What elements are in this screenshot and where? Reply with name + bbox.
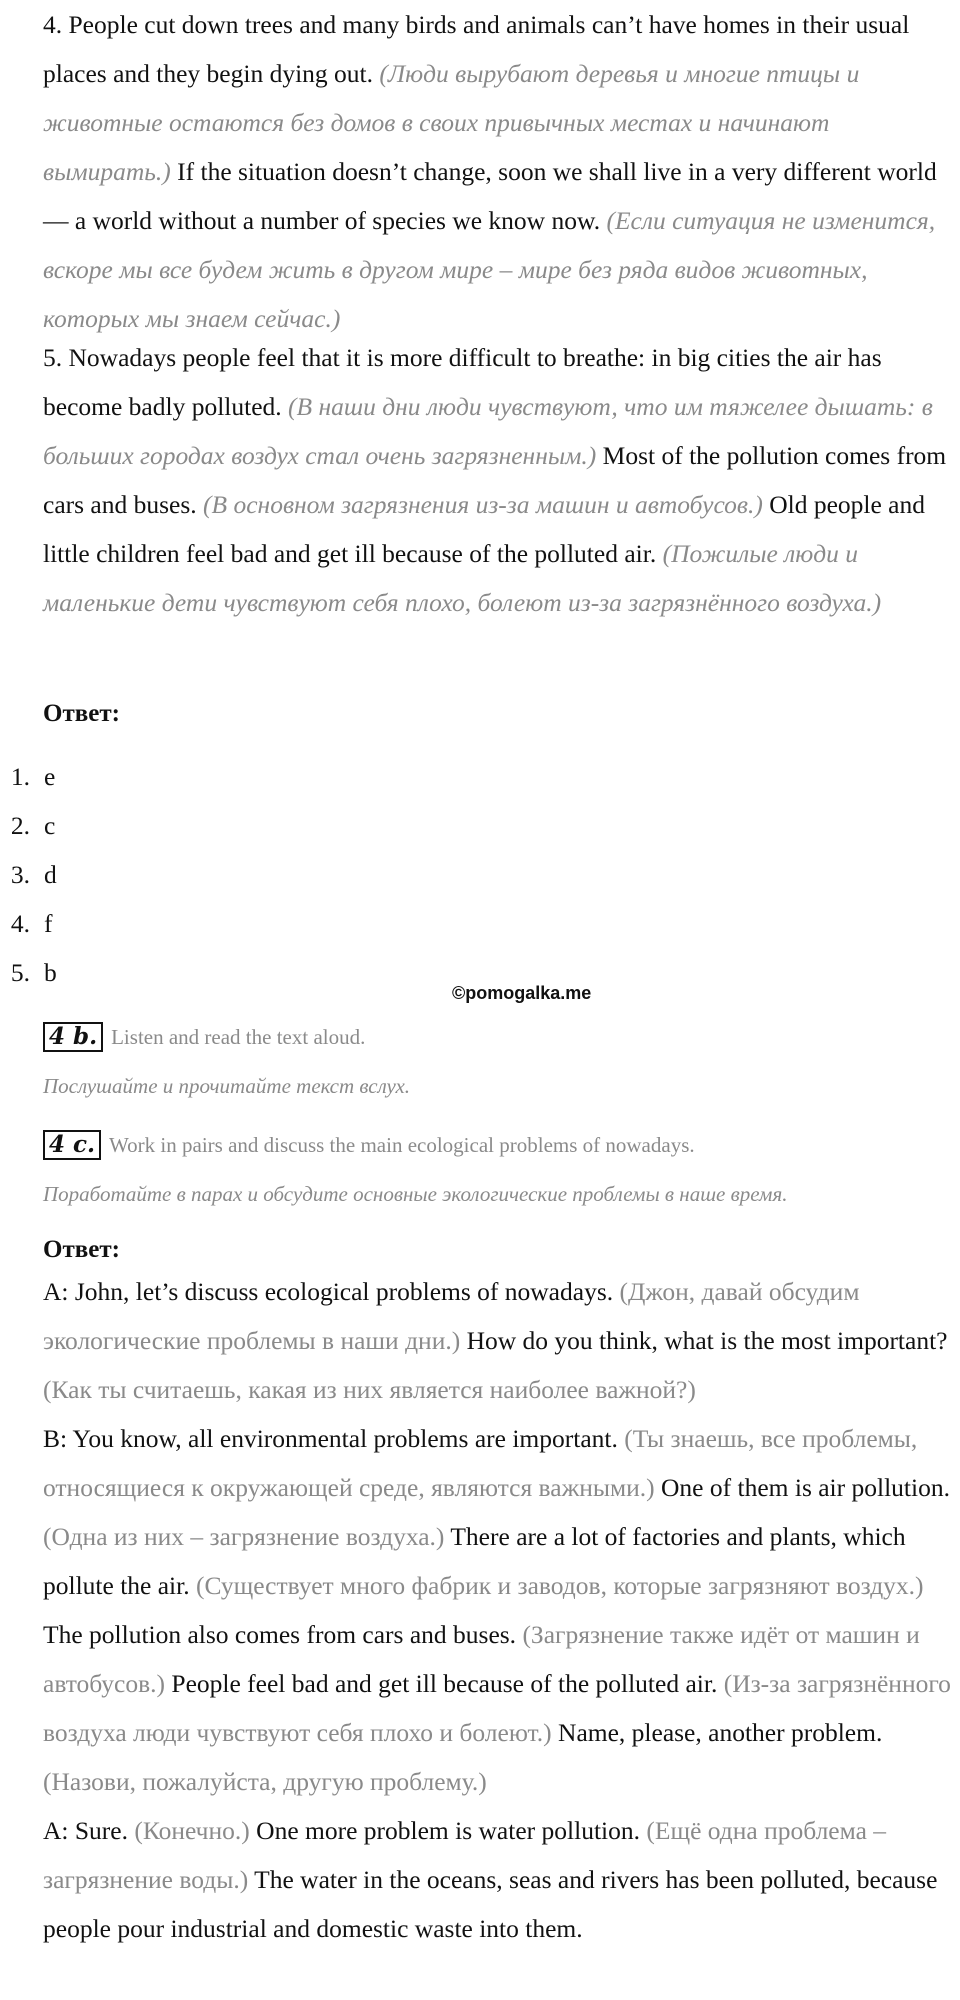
p5-english-1: 5. Nowadays people feel that it is more difficult to breathe: in big cities the air has become badly polluted. bbox=[43, 343, 882, 421]
answer-item bbox=[0, 801, 57, 850]
paragraph-5 bbox=[43, 333, 958, 627]
answer-item bbox=[0, 948, 57, 997]
answer-item bbox=[0, 850, 57, 899]
answer-value: f bbox=[44, 909, 53, 938]
answer-number: 5. bbox=[10, 958, 30, 987]
dialog-a2-english-2: One more problem is water pollution. bbox=[256, 1816, 640, 1845]
dialog-a2-english-1: A: Sure. bbox=[43, 1816, 128, 1845]
p4-english-1: 4. People cut down trees and many birds and animals can’t have homes in their usual places and they begin dying out. bbox=[43, 10, 910, 88]
task-4c bbox=[43, 1130, 695, 1160]
dialog-b1-english-3: There are a lot of factories and plants, which pollute the air. bbox=[43, 1522, 906, 1600]
task-4b bbox=[43, 1022, 365, 1052]
dialog-b1-russian-5: (Из-за загрязнённого воздуха люди чувствуют себя плохо и болеют.) bbox=[43, 1669, 951, 1747]
dialog-a1-english-1: A: John, let’s discuss ecological problems of nowadays. bbox=[43, 1277, 614, 1306]
p4-russian-2: (Если ситуация не изменится, вскоре мы все будем жить в другом мире – мире без ряда видов животных, которых мы знаем сейчас.) bbox=[43, 206, 936, 333]
p5-english-2: Most of the pollution comes from cars and buses. bbox=[43, 441, 947, 519]
dialog-b1-english-2: One of them is air pollution. bbox=[661, 1473, 950, 1502]
p5-russian-3: (Пожилые люди и маленькие дети чувствуют себя плохо, болеют из-за загрязнённого воздуха.) bbox=[43, 539, 882, 617]
dialog-a1-english-2: How do you think, what is the most important? bbox=[466, 1326, 948, 1355]
dialog-b1-english-6: Name, please, another problem. bbox=[558, 1718, 883, 1747]
answer-number: 3. bbox=[10, 860, 30, 889]
answer-heading-2: Ответ: bbox=[43, 1236, 120, 1263]
answer-number: 2. bbox=[10, 811, 30, 840]
dialog-b1-english-4: The pollution also comes from cars and buses. bbox=[43, 1620, 517, 1649]
task-4b-label: 4 b. bbox=[43, 1022, 103, 1052]
p5-english-3: Old people and little children feel bad and get ill because of the polluted air. bbox=[43, 490, 925, 568]
p5-russian-1: (В наши дни люди чувствуют, что им тяжелее дышать: в больших городах воздух стал очень загрязненным.) bbox=[43, 392, 933, 470]
p4-english-2: If the situation doesn’t change, soon we shall live in a very different world — a world without a number of species we know now. bbox=[43, 157, 937, 235]
dialog-a1-russian-2: (Как ты считаешь, какая из них является наиболее важной?) bbox=[43, 1375, 696, 1404]
dialog-b1-russian-2: (Одна из них – загрязнение воздуха.) bbox=[43, 1522, 445, 1551]
answer-number: 4. bbox=[10, 909, 30, 938]
dialog-a2-english-3: The water in the oceans, seas and rivers has been polluted, because people pour industrial and domestic waste into them. bbox=[43, 1865, 938, 1943]
dialog-a2-russian-2: (Ещё одна проблема – загрязнение воды.) bbox=[43, 1816, 887, 1894]
dialog-a2-russian-1: (Конечно.) bbox=[134, 1816, 250, 1845]
answer-value: e bbox=[44, 762, 56, 791]
answer-value: b bbox=[44, 958, 57, 987]
answer-value: d bbox=[44, 860, 57, 889]
task-4b-english: Listen and read the text aloud. bbox=[111, 1025, 366, 1049]
answer-item bbox=[0, 752, 57, 801]
watermark: ©pomogalka.me bbox=[452, 983, 592, 1003]
task-4c-english: Work in pairs and discuss the main ecological problems of nowadays. bbox=[109, 1133, 695, 1157]
dialog-b1-russian-3: (Существует много фабрик и заводов, которые загрязняют воздух.) bbox=[195, 1571, 924, 1600]
answer-value: c bbox=[44, 811, 56, 840]
paragraph-4 bbox=[43, 0, 958, 343]
dialog bbox=[43, 1267, 958, 1953]
p5-russian-2: (В основном загрязнения из-за машин и автобусов.) bbox=[203, 490, 763, 519]
dialog-b1-russian-4: (Загрязнение также идёт от машин и автобусов.) bbox=[43, 1620, 920, 1698]
answer-heading-1: Ответ: bbox=[43, 700, 120, 727]
answer-item bbox=[0, 899, 57, 948]
task-4b-russian: Послушайте и прочитайте текст вслух. bbox=[43, 1074, 411, 1098]
dialog-b1-english-1: B: You know, all environmental problems are important. bbox=[43, 1424, 618, 1453]
task-4c-russian: Поработайте в парах и обсудите основные экологические проблемы в наше время. bbox=[43, 1182, 788, 1206]
answer-list bbox=[0, 752, 57, 997]
task-4c-label: 4 c. bbox=[43, 1130, 101, 1160]
dialog-b1-russian-6: (Назови, пожалуйста, другую проблему.) bbox=[43, 1767, 487, 1796]
dialog-b1-english-5: People feel bad and get ill because of the polluted air. bbox=[171, 1669, 718, 1698]
dialog-a1-russian-1: (Джон, давай обсудим экологические проблемы в наши дни.) bbox=[43, 1277, 860, 1355]
p4-russian-1: (Люди вырубают деревья и многие птицы и животные остаются без домов в своих привычных местах и начинают вымирать.) bbox=[43, 59, 860, 186]
dialog-b1-russian-1: (Ты знаешь, все проблемы, относящиеся к окружающей среде, являются важными.) bbox=[43, 1424, 918, 1502]
answer-number: 1. bbox=[10, 762, 30, 791]
